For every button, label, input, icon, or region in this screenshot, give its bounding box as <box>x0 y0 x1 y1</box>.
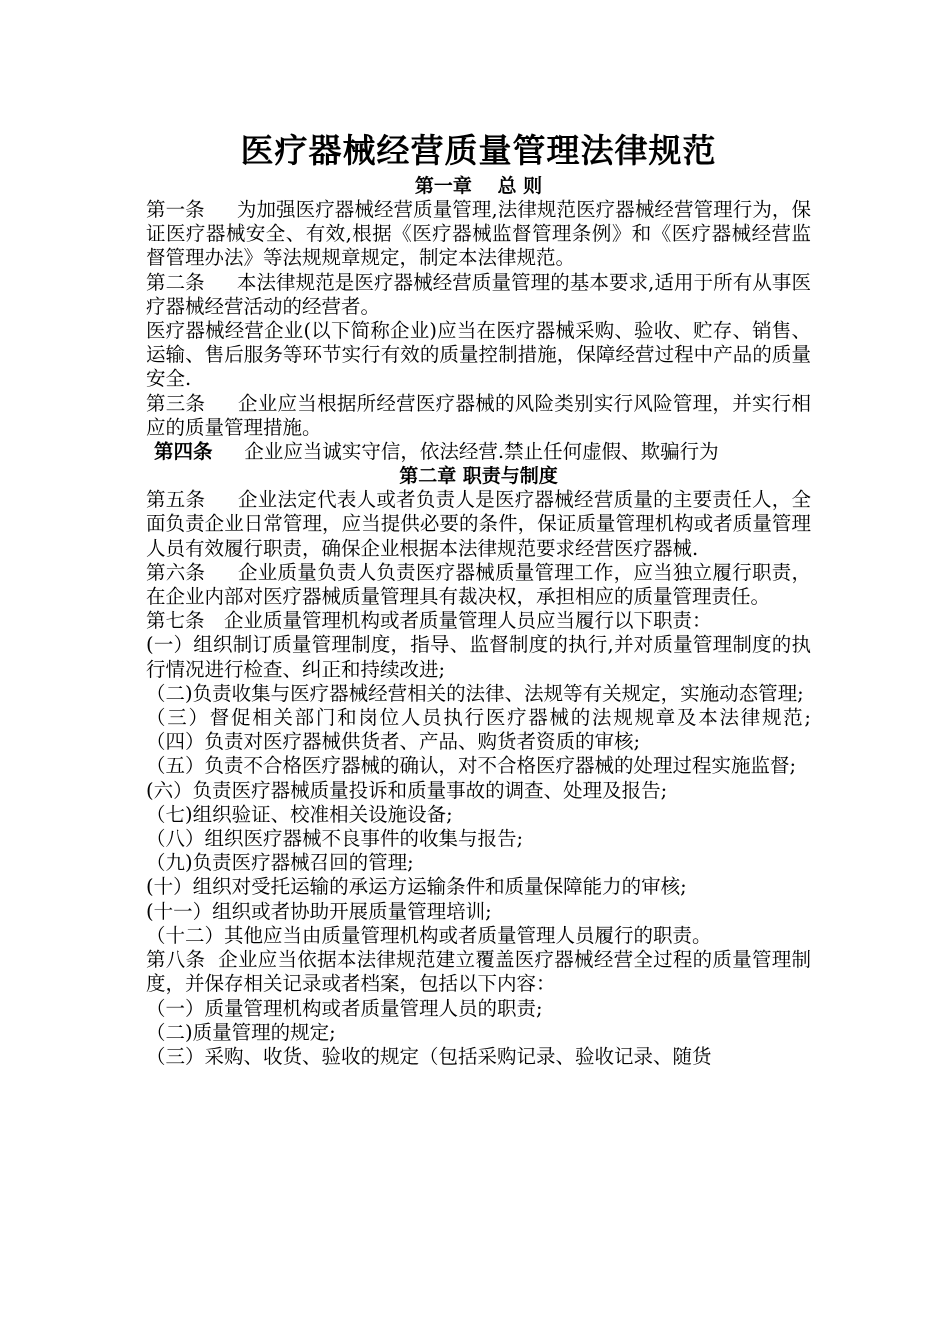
article-1: 第一条 为加强医疗器械经营质量管理,法律规范医疗器械经营管理行为，保证医疗器械安全、有效,根据《医疗器械监督管理条例》和《医疗器械经营监督管理办法》等法规规章规定，制定本法律规范。 <box>146 198 811 270</box>
article-2: 第二条 本法律规范是医疗器械经营质量管理的基本要求,适用于所有从事医疗器械经营活动的经营者。 <box>146 270 811 318</box>
article-7-item: （二)负责收集与医疗器械经营相关的法律、法规等有关规定，实施动态管理; <box>146 681 804 705</box>
article-7-item: （九)负责医疗器械召回的管理; <box>146 851 414 875</box>
article-4-text: 企业应当诚实守信，依法经营.禁止任何虚假、欺骗行为 <box>212 440 719 464</box>
article-7-item: (十）组织对受托运输的承运方运输条件和质量保障能力的审核; <box>146 875 687 899</box>
article-7-item: (一）组织制订质量管理制度，指导、监督制度的执行,并对质量管理制度的执行情况进行检查、纠正和持续改进; <box>146 633 811 681</box>
article-7-item: （五）负责不合格医疗器械的确认，对不合格医疗器械的处理过程实施监督; <box>146 754 797 778</box>
article-7-item: （十二）其他应当由质量管理机构或者质量管理人员履行的职责。 <box>146 923 712 947</box>
document-page <box>146 128 831 1069</box>
article-6: 第六条 企业质量负责人负责医疗器械质量管理工作，应当独立履行职责，在企业内部对医疗器械质量管理具有裁决权，承担相应的质量管理责任。 <box>146 560 811 609</box>
article-8-item: （二)质量管理的规定; <box>146 1020 336 1044</box>
chapter-2-heading: 第二章 职责与制度 <box>399 465 558 488</box>
article-4-label: 第四条 <box>154 440 213 464</box>
article-8: 第八条 企业应当依据本法律规范建立覆盖医疗器械经营全过程的质量管理制度，并保存相关记录或者档案，包括以下内容： <box>146 948 811 996</box>
article-7-item: （八）组织医疗器械不良事件的收集与报告; <box>146 827 524 851</box>
article-7-item: （三）督促相关部门和岗位人员执行医疗器械的法规规章及本法律规范; （四）负责对医疗器械供货者、产品、购货者资质的审核; <box>146 706 831 754</box>
article-7: 第七条 企业质量管理机构或者质量管理人员应当履行以下职责： <box>146 609 712 633</box>
article-7-item: (六）负责医疗器械质量投诉和质量事故的调查、处理及报告; <box>146 778 668 802</box>
article-7-item: （七)组织验证、校准相关设施设备; <box>146 802 453 826</box>
article-5: 第五条 企业法定代表人或者负责人是医疗器械经营质量的主要责任人，全面负责企业日常管理，应当提供必要的条件，保证质量管理机构或者质量管理人员有效履行职责，确保企业根据本法律规范要求经营医疗器械. <box>146 488 811 560</box>
article-8-item: （三）采购、收货、验收的规定（包括采购记录、验收记录、随货 <box>146 1044 712 1068</box>
article-2-continued: 医疗器械经营企业(以下简称企业)应当在医疗器械采购、验收、贮存、销售、运输、售后服务等环节实行有效的质量控制措施，保障经营过程中产品的质量安全. <box>146 319 811 391</box>
document-title: 医疗器械经营质量管理法律规范 <box>240 131 717 170</box>
chapter-1-heading: 第一章 总 则 <box>414 175 543 197</box>
article-3: 第三条 企业应当根据所经营医疗器械的风险类别实行风险管理，并实行相应的质量管理措施。 <box>146 391 811 439</box>
article-8-item: （一）质量管理机构或者质量管理人员的职责; <box>146 996 543 1020</box>
article-7-item: (十一）组织或者协助开展质量管理培训; <box>146 899 492 923</box>
article-4 <box>146 440 811 464</box>
